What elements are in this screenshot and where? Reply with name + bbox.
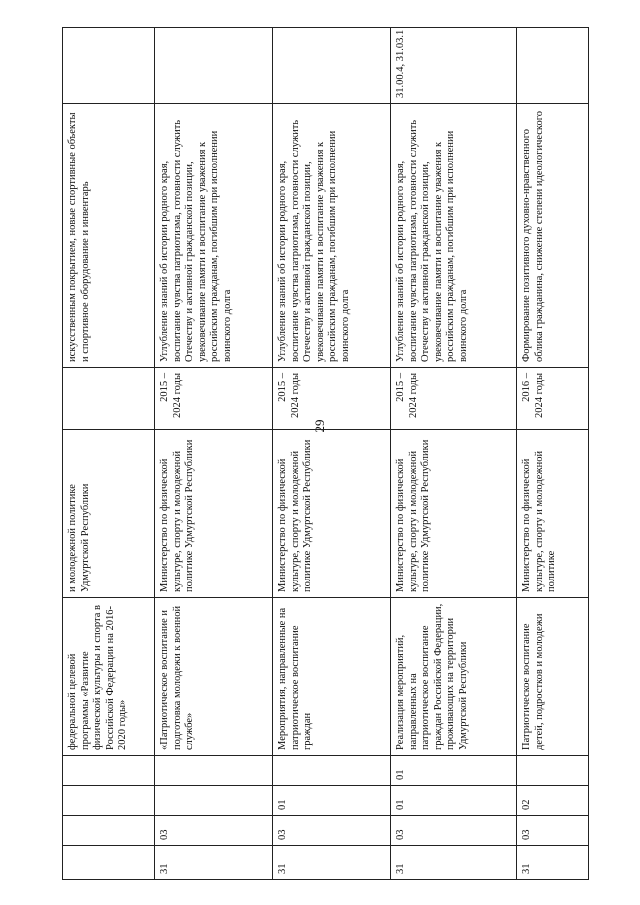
code-cell: 31	[391, 846, 517, 880]
name-cell: Патриотическое воспитание детей, подростков и молодежи	[517, 598, 589, 756]
code-cell	[63, 786, 155, 816]
period-cell: 2015 – 2024 годы	[391, 368, 517, 430]
name-cell: Мероприятия, направленные на патриотическое воспитание граждан	[273, 598, 391, 756]
period-cell: 2015 – 2024 годы	[155, 368, 273, 430]
code-cell: 03	[273, 816, 391, 846]
code-cell: 01	[273, 786, 391, 816]
code-cell: 02	[517, 786, 589, 816]
code-cell	[155, 786, 273, 816]
table-row	[63, 28, 155, 880]
period-cell: 2015 – 2024 годы	[273, 368, 391, 430]
result-cell: Углубление знаний об истории родного края, воспитание чувства патриотизма, готовности служить Отечеству и активной гражданской позиции, увековечивание памяти и воспитание уважения к российским гражданам, погибшим при исполнении воинского долга	[391, 104, 517, 368]
program-table	[62, 27, 589, 880]
extra-cell	[155, 28, 273, 104]
result-cell: Углубление знаний об истории родного края, воспитание чувства патриотизма, готовности служить Отечеству и активной гражданской позиции, увековечивание памяти и воспитание уважения к российским гражданам, погибшим при исполнении воинского долга	[155, 104, 273, 368]
rotated-table-container	[62, 28, 588, 880]
name-cell: «Патриотическое воспитание и подготовка молодежи к военной службе»	[155, 598, 273, 756]
table-row	[155, 28, 273, 880]
executor-cell: Министерство по физической культуре, спорту и молодежной политике Удмуртской Республики	[155, 430, 273, 598]
executor-cell: Министерство по физической культуре, спорту и молодежной политике	[517, 430, 589, 598]
code-cell	[63, 816, 155, 846]
code-cell	[63, 846, 155, 880]
executor-cell: и молодежной политике Удмуртской Республики	[63, 430, 155, 598]
name-cell: федеральной целевой программы «Развитие физической культуры и спорта в Российской Федерации на 2016-2020 годы»	[63, 598, 155, 756]
code-cell: 03	[391, 816, 517, 846]
extra-cell: 31.00.4, 31.03.1	[391, 28, 517, 104]
code-cell: 31	[155, 846, 273, 880]
extra-cell	[273, 28, 391, 104]
code-cell: 03	[155, 816, 273, 846]
result-cell: искусственным покрытием, новые спортивные объекты и спортивное оборудование и инвентарь	[63, 104, 155, 368]
extra-cell	[63, 28, 155, 104]
result-cell: Углубление знаний об истории родного края, воспитание чувства патриотизма, готовности служить Отечеству и активной гражданской позиции, увековечивание памяти и воспитание уважения к российским гражданам, погибшим при исполнении воинского долга	[273, 104, 391, 368]
table-row	[273, 28, 391, 880]
code-cell: 31	[517, 846, 589, 880]
code-cell: 31	[273, 846, 391, 880]
code-cell	[273, 756, 391, 786]
code-cell	[63, 756, 155, 786]
code-cell	[155, 756, 273, 786]
extra-cell	[517, 28, 589, 104]
result-cell: Формирование позитивного духовно-нравственного облика гражданина, снижение степени идеологического	[517, 104, 589, 368]
executor-cell: Министерство по физической культуре, спорту и молодежной политике Удмуртской Республики	[391, 430, 517, 598]
period-cell	[63, 368, 155, 430]
code-cell: 01	[391, 756, 517, 786]
code-cell	[517, 756, 589, 786]
table-row	[517, 28, 589, 880]
table-row	[391, 28, 517, 880]
code-cell: 01	[391, 786, 517, 816]
executor-cell: Министерство по физической культуре, спорту и молодежной политике Удмуртской Республики	[273, 430, 391, 598]
page-number: 29	[312, 419, 327, 433]
period-cell: 2016 – 2024 годы	[517, 368, 589, 430]
name-cell: Реализация мероприятий, направленных на патриотическое воспитание граждан Российской Федерации, проживающих на территории Удмуртской Республики	[391, 598, 517, 756]
code-cell: 03	[517, 816, 589, 846]
